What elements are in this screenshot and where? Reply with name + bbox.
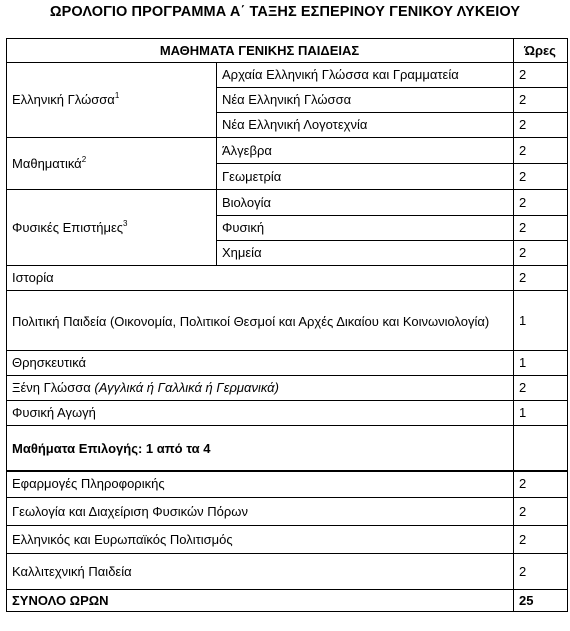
subject-name: Εφαρμογές Πληροφορικής [7,471,514,498]
subject-name: Γεωλογία και Διαχείριση Φυσικών Πόρων [7,498,514,526]
table-row [7,526,568,554]
subjects-header: ΜΑΘΗΜΑΤΑ ΓΕΝΙΚΗΣ ΠΑΙΔΕΙΑΣ [7,39,514,63]
group-science [7,190,217,266]
table-row [7,401,568,426]
subject-name: Πολιτική Παιδεία (Οικονομία, Πολιτικοί Θεσμοί και Αρχές Δικαίου και Κοινωνιολογία) [7,291,514,351]
subject-hours: 1 [514,401,568,426]
subject-hours: 2 [514,63,568,88]
table-row [7,190,568,216]
subject-name: Νέα Ελληνική Λογοτεχνία [217,113,514,138]
subject-hours: 2 [514,164,568,190]
subject-hours: 2 [514,88,568,113]
subject-name: Φυσική [217,216,514,241]
group-label: Ελληνική Γλώσσα [12,92,115,107]
subject-name: Νέα Ελληνική Γλώσσα [217,88,514,113]
table-row [7,291,568,351]
table-row [7,351,568,376]
subject-hours: 2 [514,376,568,401]
subject-hours: 2 [514,266,568,291]
subject-hours: 1 [514,291,568,351]
subject-hours: 2 [514,526,568,554]
subject-name: Φυσική Αγωγή [7,401,514,426]
subject-name: Άλγεβρα [217,138,514,164]
subject-name: Ξένη Γλώσσα [12,380,91,395]
table-row [7,498,568,526]
table-header-row [7,39,568,63]
subject-hours: 2 [514,498,568,526]
subject-hours: 2 [514,471,568,498]
footnote-mark: 2 [81,154,87,164]
table-row [7,266,568,291]
group-label: Φυσικές Επιστήμες [12,219,124,235]
subject-name: Αρχαία Ελληνική Γλώσσα και Γραμματεία [217,63,514,88]
subject-name: Γεωμετρία [217,164,514,190]
footnote-mark: 1 [114,91,120,100]
subject-note: (Αγγλικά ή Γαλλικά ή Γερμανικά) [94,380,279,395]
page-title: ΩΡΟΛΟΓΙΟ ΠΡΟΓΡΑΜΜΑ Α΄ ΤΑΞΗΣ ΕΣΠΕΡΙΝΟΥ ΓΕΝΙΚΟΥ ΛΥΚΕΙΟΥ [49,4,521,20]
group-greek [7,63,217,138]
subject-hours: 2 [514,216,568,241]
subject-hours: 2 [514,113,568,138]
total-label: ΣΥΝΟΛΟ ΩΡΩΝ [7,590,514,612]
group-label: Μαθηματικά [12,155,82,171]
subject-name-with-note [7,376,514,401]
subject-hours: 2 [514,554,568,590]
total-row [7,590,568,612]
footnote-mark: 3 [123,218,128,228]
table-row [7,471,568,498]
group-math [7,138,217,190]
total-hours: 25 [514,590,568,612]
empty-cell [514,426,568,471]
subject-name: Ελληνικός και Ευρωπαϊκός Πολιτισμός [7,526,514,554]
electives-heading-row [7,426,568,471]
subject-hours: 2 [514,190,568,216]
table-row [7,376,568,401]
hours-header: Ώρες [514,39,568,63]
subject-name: Ιστορία [7,266,514,291]
subject-hours: 1 [514,351,568,376]
table-row [7,138,568,164]
schedule-table [6,38,568,612]
table-row [7,63,568,88]
table-row [7,554,568,590]
subject-hours: 2 [514,138,568,164]
electives-heading: Μαθήματα Επιλογής: 1 από τα 4 [7,426,514,471]
subject-name: Καλλιτεχνική Παιδεία [7,554,514,590]
subject-name: Θρησκευτικά [7,351,514,376]
subject-name: Χημεία [217,241,514,266]
subject-name: Βιολογία [217,190,514,216]
subject-hours: 2 [514,241,568,266]
